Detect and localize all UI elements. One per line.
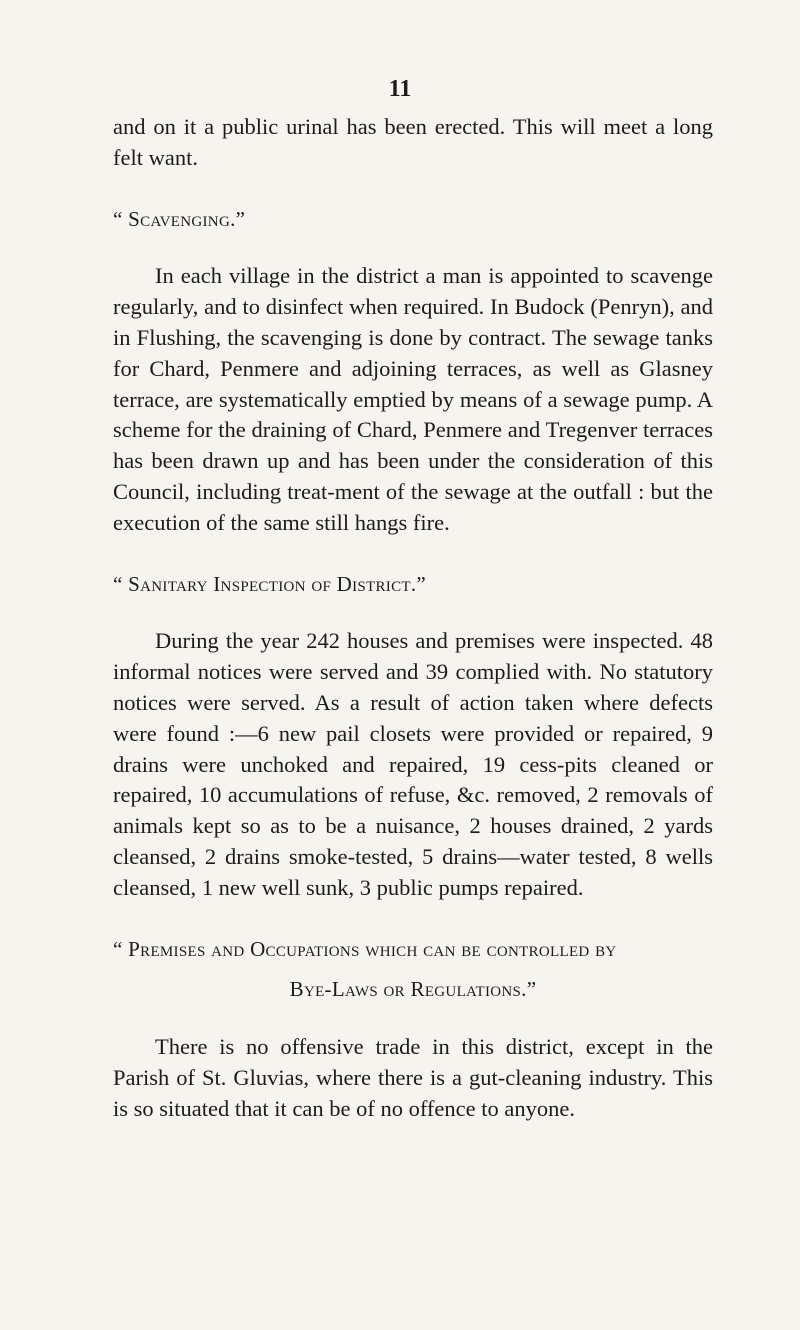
premises-heading-line1: “ Premises and Occupations which can be controlled by — [113, 936, 617, 961]
premises-heading-line2: Bye-Laws or Regulations.” — [289, 977, 537, 1002]
scavenging-heading: “ Scavenging.” — [113, 206, 246, 231]
intro-paragraph: and on it a public urinal has been erected. This will meet a long felt want. — [113, 114, 713, 170]
page-number: 11 — [388, 76, 412, 102]
sanitary-inspection-heading: “ Sanitary Inspection of District.” — [113, 571, 427, 596]
sanitary-inspection-paragraph: During the year 242 houses and premises were inspected. 48 informal notices were served and 39 complied with. No statutory notices were served. As a result of action taken where defects were found :—6 new pail closets were provided or repaired, 9 drains were unchoked and repaired, 19 cess-pits cleaned or repaired, 10 accumulations of refuse, &c. removed, 2 removals of animals kept so as to be a nuisance, 2 houses drained, 2 yards cleansed, 2 drains smoke-tested, 5 drains—water tested, 8 wells cleansed, 1 new well sunk, 3 public pumps repaired. — [113, 628, 713, 900]
document-body — [113, 112, 713, 1125]
premises-paragraph: There is no offensive trade in this district, except in the Parish of St. Gluvias, where there is a gut-cleaning industry. This is so situated that it can be of no offence to anyone. — [113, 1034, 713, 1121]
scavenging-paragraph: In each village in the district a man is appointed to scavenge regularly, and to disinfect when required. In Budock (Penryn), and in Flushing, the scavenging is done by contract. The sewage tanks for Chard, Penmere and adjoining terraces, as well as Glasney terrace, are systematically emptied by means of a sewage pump. A scheme for the draining of Chard, Penmere and Tregenver terraces has been drawn up and has been under the consideration of this Council, including treat-ment of the sewage at the outfall : but the execution of the same still hangs fire. — [113, 263, 713, 535]
